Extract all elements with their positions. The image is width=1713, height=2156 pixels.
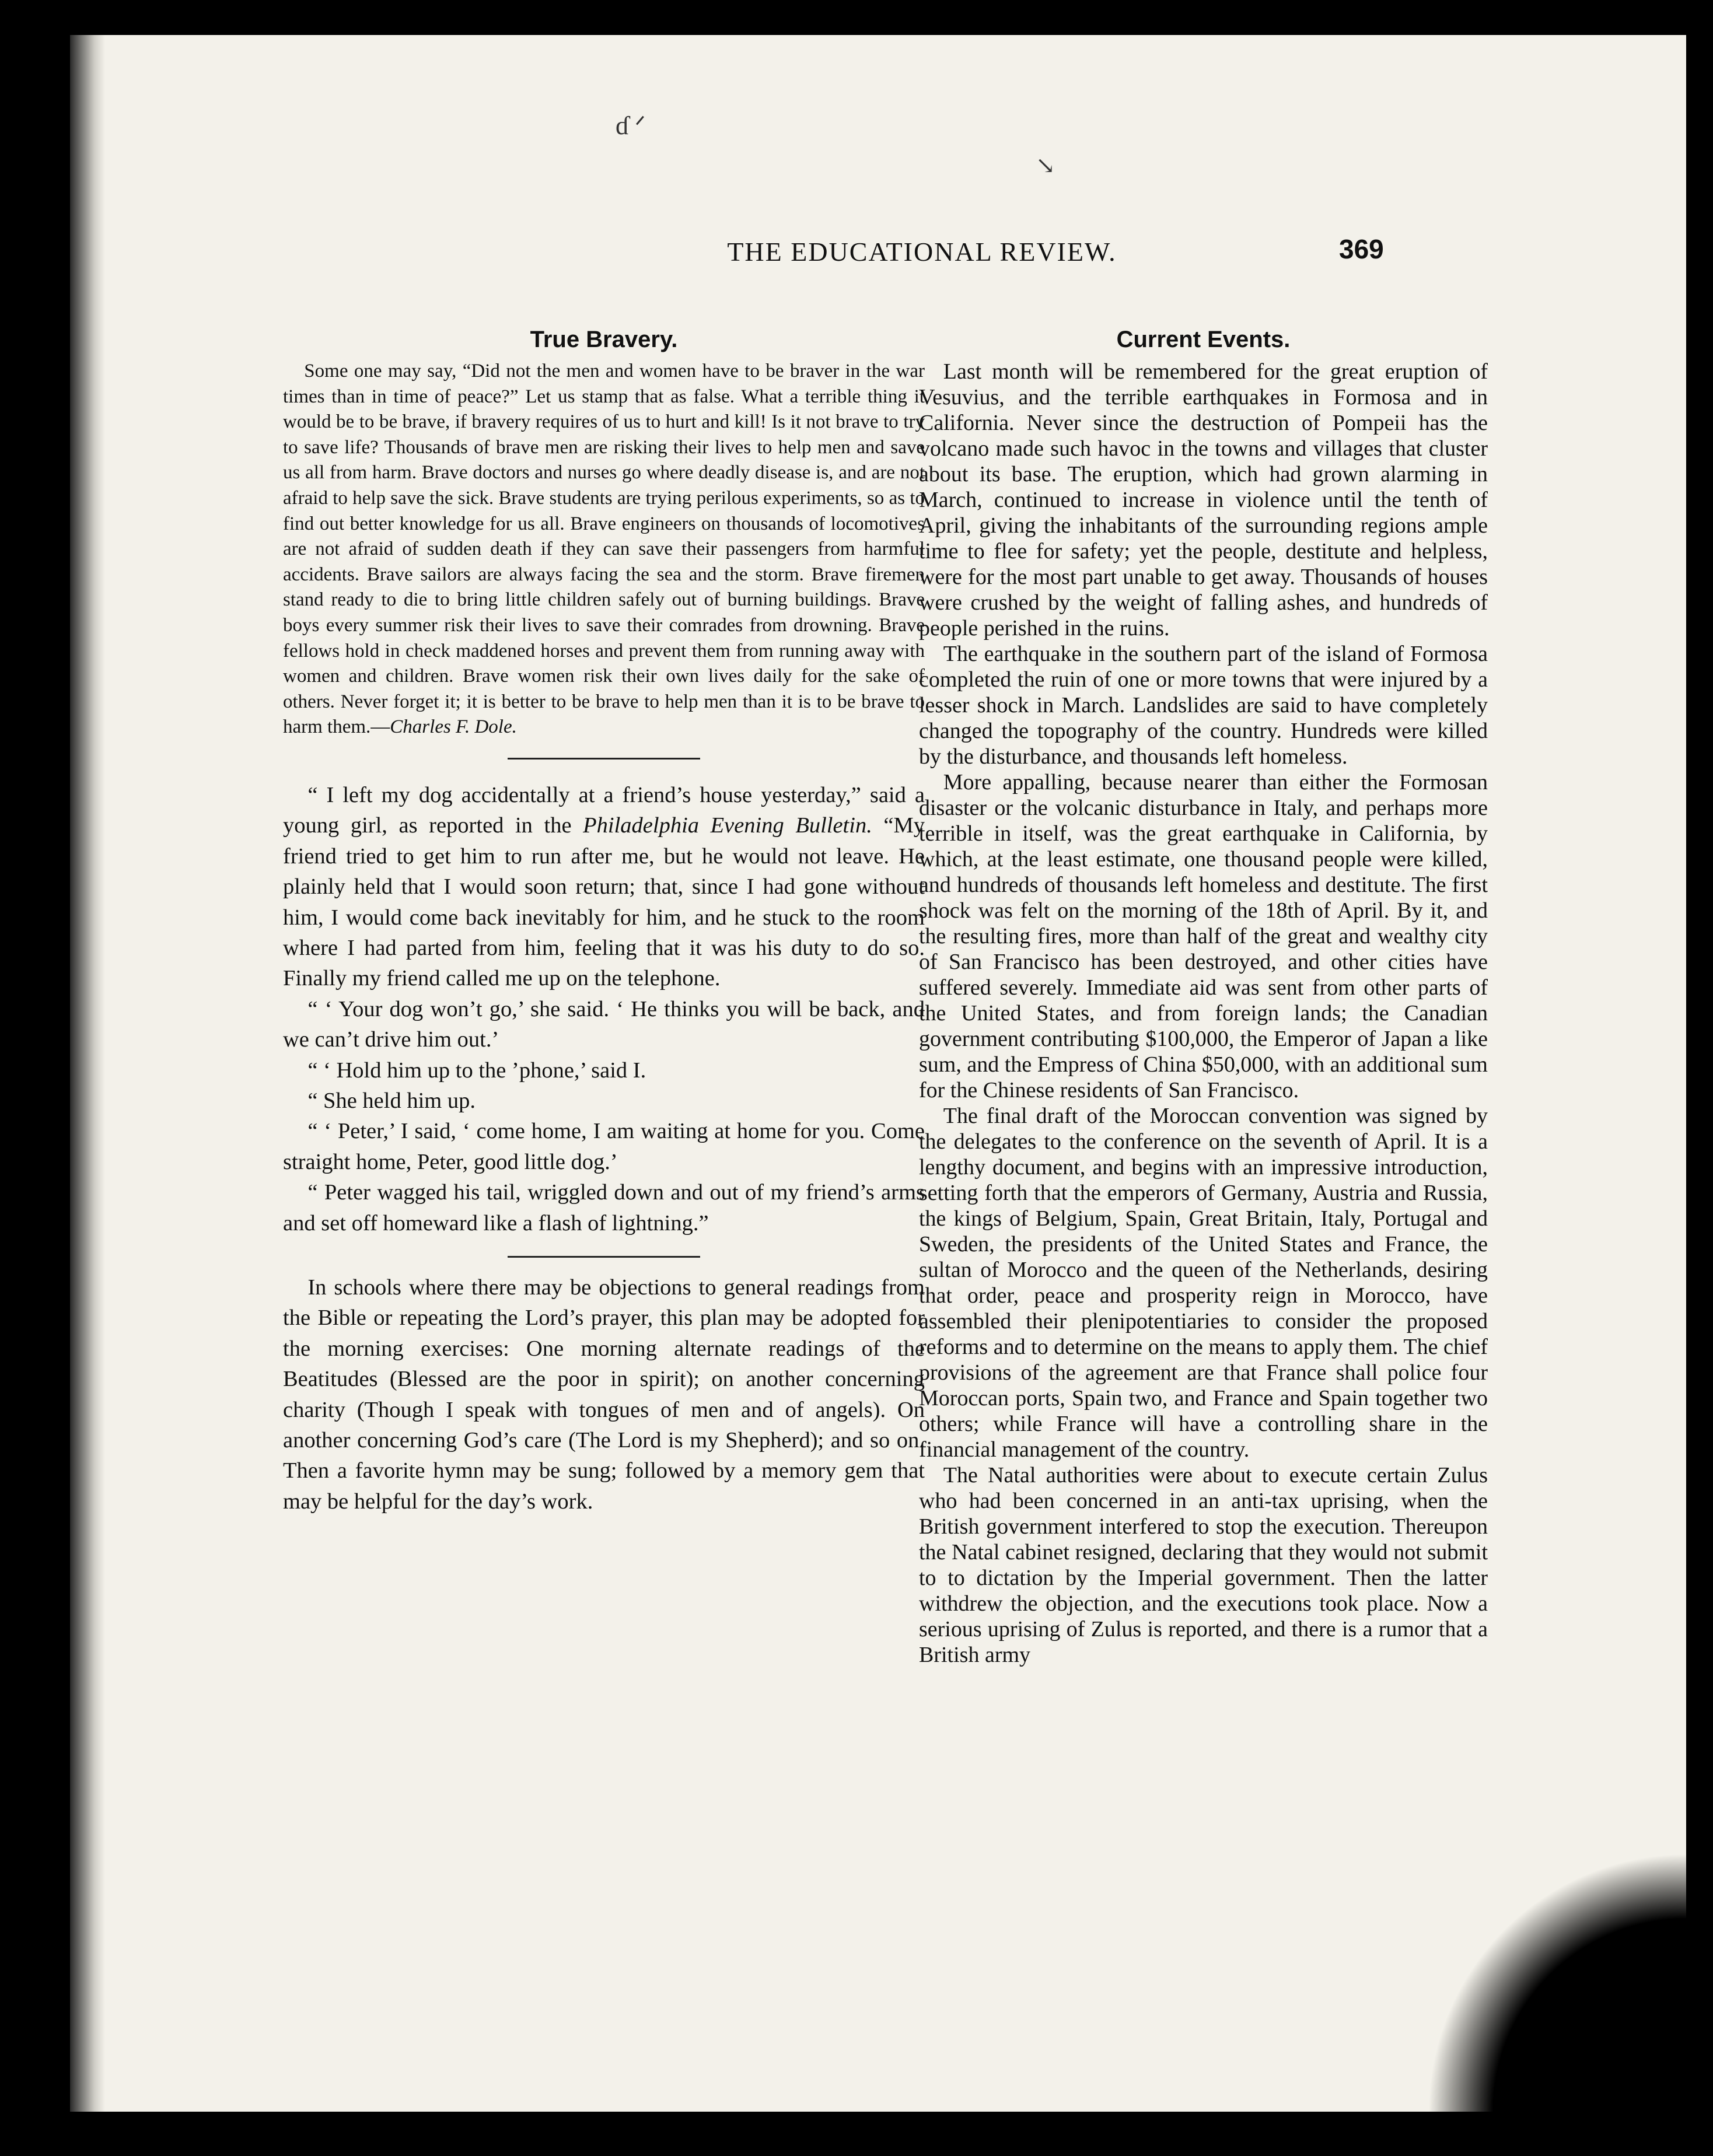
paragraph: “ ‘ Your dog won’t go,’ she said. ‘ He thinks you will be back, and we can’t drive him out.’ [283,996,925,1052]
left-column [283,327,925,1517]
right-column [919,327,1488,1668]
running-head: THE EDUCATIONAL REVIEW. [727,237,1117,267]
schools-note [283,1272,925,1517]
paragraph [283,359,925,740]
paragraph-text: “My friend tried to get him to run after me, but he would not leave. He plainly held that I would soon return; that, since I had gone without him, I would come back inevitably for him, and he stuck to the room where I had parted from him, feeling that it was his duty to do so. Finally my friend called me up on the telephone. [283,813,925,991]
paragraph-text: “ I left my dog accidentally at a friend’s house yesterday,” said a young girl, as reported in the [283,782,925,838]
paragraph: The earthquake in the southern part of the island of Formosa completed the ruin of one or more towns that were injured by a lesser shock in March. Landslides are said to have completely changed the topography of the country. Hundreds were killed by the disturbance, and thousands left homeless. [919,642,1488,769]
pencil-mark: ɗ ᐟ [616,111,646,140]
paragraph: “ She held him up. [307,1088,476,1113]
author-name: Charles F. Dole. [390,716,517,738]
section-heading: True Bravery. [530,327,678,352]
paragraph: “ ‘ Hold him up to the ’phone,’ said I. [307,1058,646,1083]
scanned-page [70,35,1686,2112]
paragraph-text: Some one may say, “Did not the men and women have to be braver in the war times than in time of peace?” Let us stamp that as false. What a terrible thing it would be to be brave, if bravery requires of us to hurt and kill! Is it not brave to try to save life? Thousands of brave men are risking their lives to help men and save us all from harm. Brave doctors and nurses go where deadly disease is, and are not afraid to help save the sick. Brave students are trying perilous experiments, so as to find out better knowledge for us all. Brave engineers on thousands of locomotives are not afraid of sudden death if they can save their passengers from harmful accidents. Brave sailors are always facing the sea and the storm. Brave firemen stand ready to die to bring little children safely out of burning buildings. Brave boys every summer risk their lives to save their comrades from drowning. Brave fellows hold in check maddened horses and prevent them from running away with women and children. Brave women risk their own lives daily for the sake of others. Never forget it; it is better to be brave to help men than it is to be brave to harm them.— [283,360,925,738]
paragraph: Last month will be remembered for the great eruption of Vesuvius, and the terrible earthquakes in Formosa and in California. Never since the destruction of Pompeii has the volcano made such havoc in the towns and villages that cluster about its base. The eruption, which had grown alarming in March, continued to increase in violence until the tenth of April, giving the inhabitants of the surrounding regions ample time to flee for safety; yet the people, destitute and helpless, were for the most part unable to get away. Thousands of houses were crushed by the weight of falling ashes, and hundreds of people perished in the ruins. [919,359,1488,640]
binding-gutter [70,35,105,2112]
paragraph: “ ‘ Peter,’ I said, ‘ come home, I am waiting at home for you. Come straight home, Peter, good little dog.’ [283,1119,925,1174]
paragraph: In schools where there may be objections to general readings from the Bible or repeating the Lord’s prayer, this plan may be adopted for the morning exercises: One morning alternate readings of the Beatitudes (Blessed are the poor in spirit); on another concerning charity (Though I speak with tongues of men and of angels). On another concerning God’s care (The Lord is my Shepherd); and so on. Then a favorite hymn may be sung; followed by a memory gem that may be helpful for the day’s work. [283,1275,925,1514]
pencil-mark: ↘ [1036,152,1055,178]
paragraph: “ Peter wagged his tail, wriggled down and out of my friend’s arms and set off homeward like a flash of lightning.” [283,1180,925,1236]
paragraph: More appalling, because nearer than either the Formosan disaster or the volcanic disturbance in Italy, and perhaps more terrible in itself, was the great earthquake in California, by which, at the least estimate, one thousand people were killed, and hundreds of thousands left homeless and destitute. The first shock was felt on the morning of the 18th of April. By it, and the resulting fires, more than half of the great and wealthy city of San Francisco has been destroyed, and other cities have suffered severely. Immediate aid was sent from other parts of the United States, and from foreign lands; the Canadian government contributing $100,000, the Emperor of Japan a like sum, and the Empress of China $50,000, with an additional sum for the Chinese residents of San Francisco. [919,770,1488,1102]
newspaper-name: Philadelphia Evening Bulletin. [583,813,872,838]
page-number: 369 [1339,234,1384,264]
scan-shadow [1383,1808,1686,2112]
true-bravery-article [283,359,925,740]
paragraph [283,780,925,994]
paragraph: The final draft of the Moroccan convention was signed by the delegates to the conference on the seventh of April. It is a lengthy document, and begins with an impressive introduction, setting forth that the emperors of Germany, Austria and Russia, the kings of Belgium, Spain, Great Britain, Italy, Portugal and Sweden, the presidents of the United States and France, the sultan of Morocco and the queen of the Netherlands, desiring that order, peace and prosperity reign in Morocco, have assembled their plenipotentiaries to consider the proposed reforms and to determine on the means to apply them. The chief provisions of the agreement are that France shall police four Moroccan ports, Spain two, and France and Spain together two others; while France will have a controlling share in the financial management of the country. [919,1104,1488,1462]
dog-anecdote [283,780,925,1238]
section-heading: Current Events. [1116,327,1291,352]
paragraph: The Natal authorities were about to execute certain Zulus who had been concerned in an anti-tax uprising, when the British government interfered to stop the execution. Thereupon the Natal cabinet resigned, declaring that they would not submit to to dictation by the Imperial government. Then the latter withdrew the objection, and the executions took place. Now a serious uprising of Zulus is reported, and there is a rumor that a British army [919,1463,1488,1667]
